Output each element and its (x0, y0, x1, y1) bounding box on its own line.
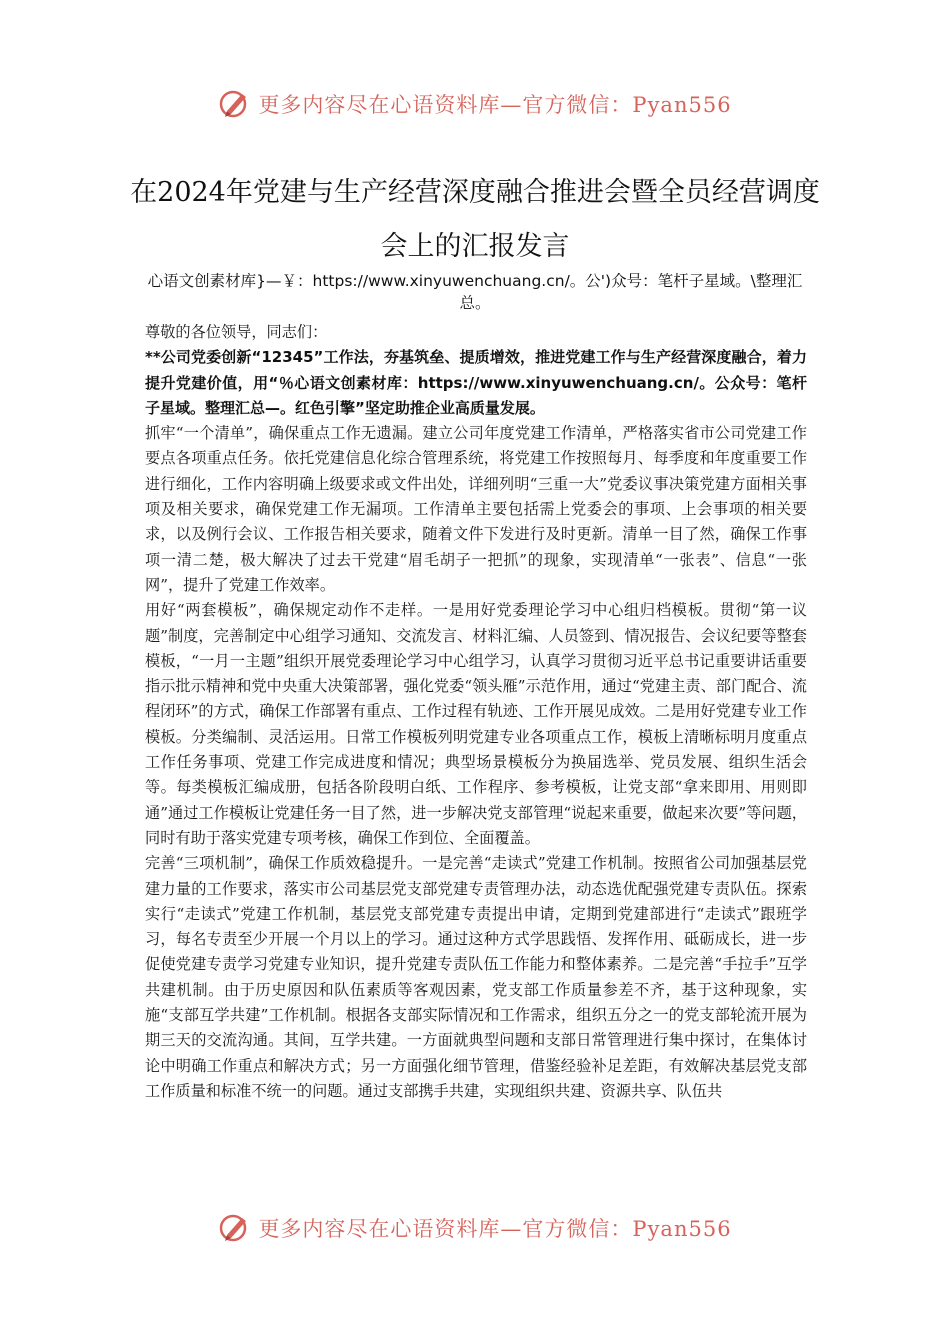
footer-banner (0, 1208, 950, 1248)
document-title: 在2024年党建与生产经营深度融合推进会暨全员经营调度会上的汇报发言 (130, 177, 820, 263)
source-line: 心语文创素材库}—￥：https://www.xinyuwenchuang.cn/。公')众号：笔杆子星域。\整理汇总。 (147, 272, 803, 312)
lead-paragraph: **公司党委创新“12345”工作法，夯基筑垒、提质增效，推进党建工作与生产经营深度融合，着力提升党建价值，用“％心语文创素材库：https://www.xinyuwenchuang.cn/。公众号：笔杆子星域。整理汇总—。红色引擎”坚定助推企业高质量发展。 (145, 348, 807, 417)
banner-text: 更多内容尽在心语资料库—官方微信：Pyan556 (258, 93, 732, 117)
greeting: 尊敬的各位领导，同志们： (145, 323, 328, 341)
paragraph-2: 用好“两套模板”，确保规定动作不走样。一是用好党委理论学习中心组归档模板。贯彻“第一议题”制度，完善制定中心组学习通知、交流发言、材料汇编、人员签到、情况报告、会议纪要等整套模板，“一月一主题”组织开展党委理论学习中心组学习，认真学习贯彻习近平总书记重要讲话重要指示批示精神和党中央重大决策部署，强化党委“领头雁”示范作用，通过“党建主责、部门配合、流程闭环”的方式，确保工作部署有重点、工作过程有轨迹、工作开展见成效。二是用好党建专业工作模板。分类编制、灵活运用。日常工作模板列明党建专业各项重点工作，模板上清晰标明月度重点工作任务事项、党建工作完成进度和情况；典型场景模板分为换届选举、党员发展、组织生活会等。每类模板汇编成册，包括各阶段明白纸、工作程序、参考模板，让党支部“拿来即用、用则即通”通过工作模板让党建任务一目了然，进一步解决党支部管理“说起来重要，做起来次要”等问题，同时有助于落实党建专项考核，确保工作到位、全面覆盖。 (145, 601, 807, 847)
paragraph-1: 抓牢“一个清单”，确保重点工作无遗漏。建立公司年度党建工作清单，严格落实省市公司党建工作要点各项重点任务。依托党建信息化综合管理系统，将党建工作按照每月、每季度和年度重要工作进行细化，工作内容明确上级要求或文件出处，详细列明“三重一大”党委议事决策党建方面相关事项及相关要求，确保党建工作无漏项。工作清单主要包括需上党委会的事项、上会事项的相关要求，以及例行会议、工作报告相关要求，随着文件下发进行及时更新。清单一目了然，确保工作事项一清二楚，极大解决了过去干党建“眉毛胡子一把抓”的现象，实现清单“一张表”、信息“一张网”，提升了党建工作效率。 (145, 424, 807, 594)
banner-text: 更多内容尽在心语资料库—官方微信：Pyan556 (258, 1217, 732, 1241)
paragraph-3: 完善“三项机制”，确保工作质效稳提升。一是完善“走读式”党建工作机制。按照省公司加强基层党建力量的工作要求，落实市公司基层党支部党建专责管理办法，动态选优配强党建专责队伍。探索实行“走读式”党建工作机制，基层党支部党建专责提出申请，定期到党建部进行“走读式”跟班学习，每名专责至少开展一个月以上的学习。通过这种方式学思践悟、发挥作用、砥砺成长，进一步促使党建专责学习党建专业知识，提升党建专责队伍工作能力和整体素养。二是完善“手拉手”互学共建机制。由于历史原因和队伍素质等客观因素，党支部工作质量参差不齐，基于这种现象，实施“支部互学共建”工作机制。根据各支部实际情况和工作需求，组织五分之一的党支部轮流开展为期三天的交流沟通。其间，互学共建。一方面就典型问题和支部日常管理进行集中探讨，在集体讨论中明确工作重点和解决方式；另一方面强化细节管理，借鉴经验补足差距，有效解决基层党支部工作质量和标准不统一的问题。通过支部携手共建，实现组织共建、资源共享、队伍共 (145, 854, 807, 1100)
header-banner (0, 84, 950, 124)
pen-logo-icon (218, 87, 252, 121)
document-body (145, 320, 807, 1104)
pen-logo-icon (218, 1211, 252, 1245)
